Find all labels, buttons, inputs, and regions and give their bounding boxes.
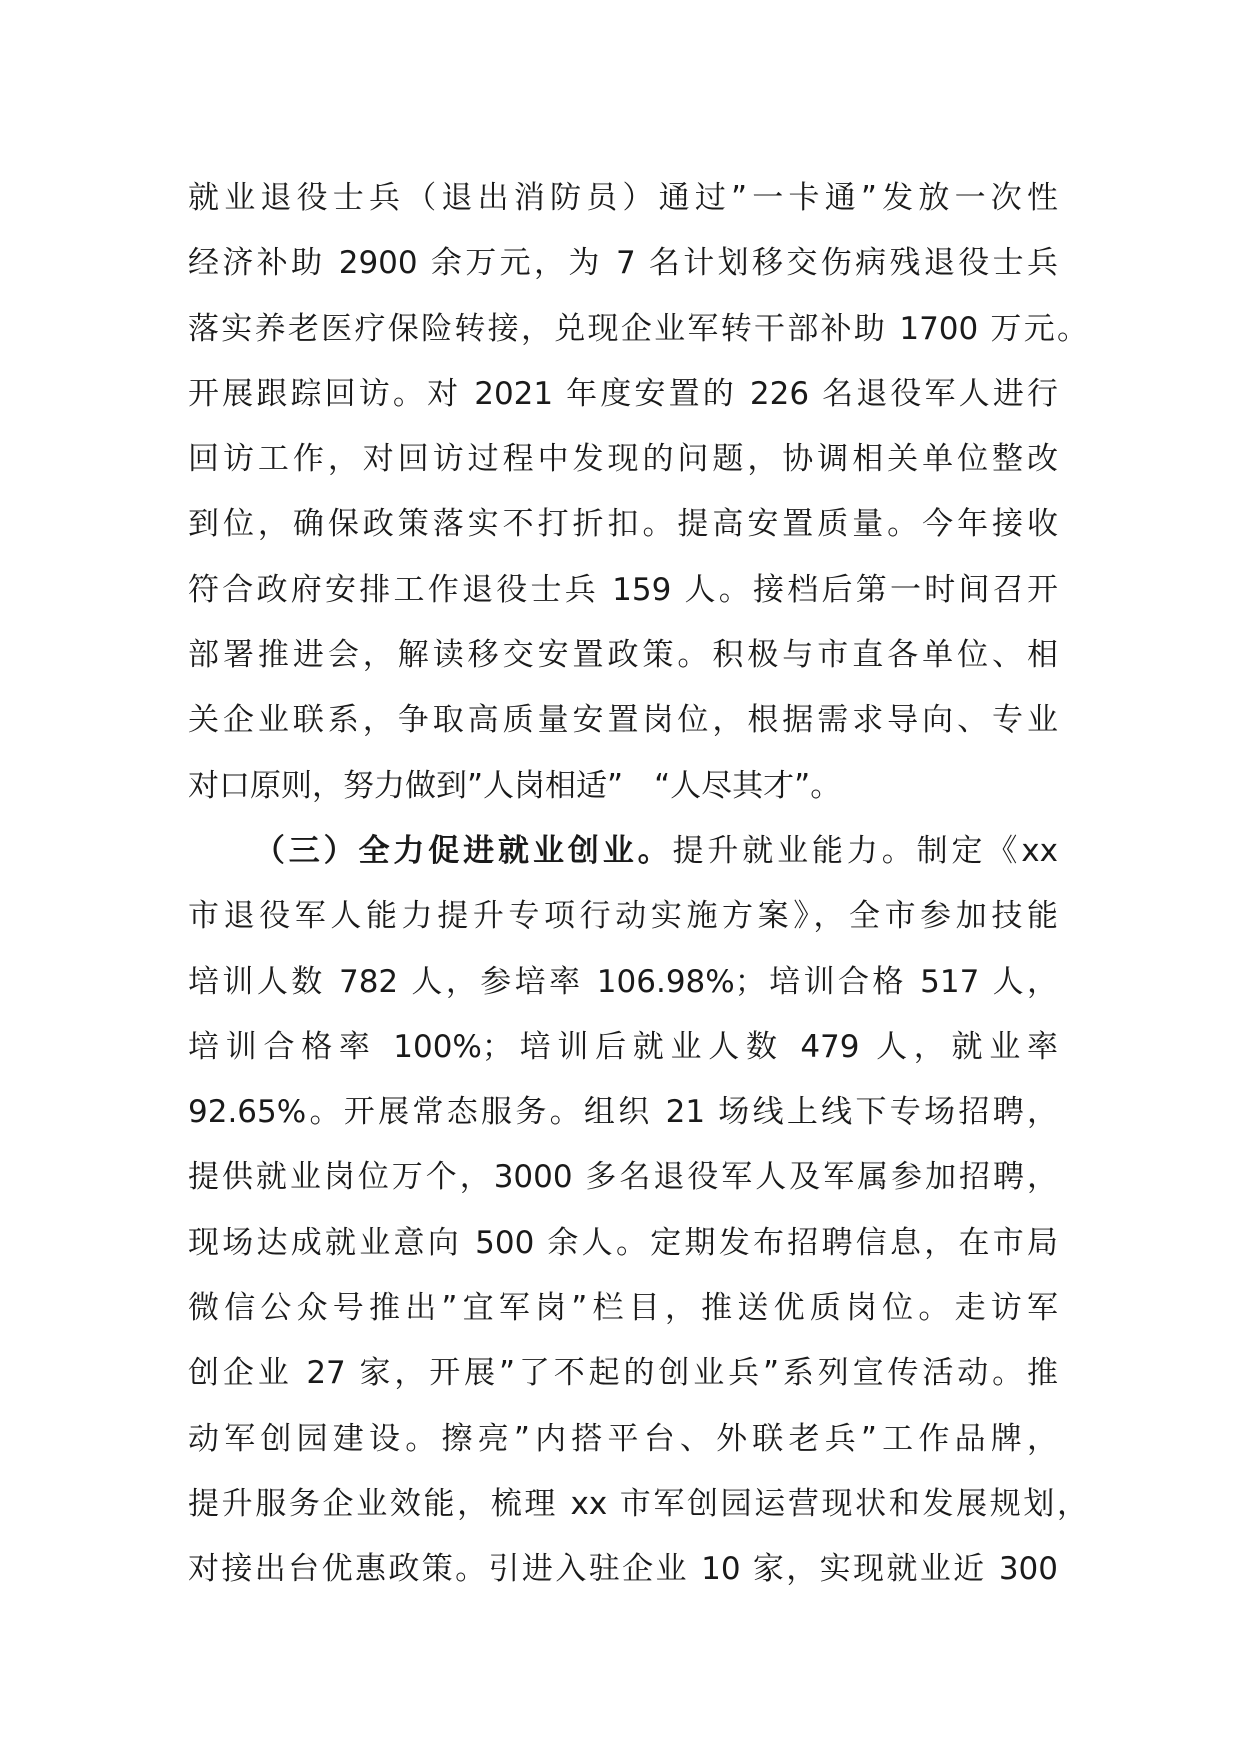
paragraph-line: 回访工作，对回访过程中发现的问题，协调相关单位整改 bbox=[188, 441, 1058, 478]
section-first-line-text: 提升就业能力。制定《xx bbox=[672, 832, 1058, 869]
paragraph-line: 现场达成就业意向 500 余人。定期发布招聘信息，在市局 bbox=[188, 1224, 1058, 1261]
paragraph-line: 到位，确保政策落实不打折扣。提高安置质量。今年接收 bbox=[188, 506, 1058, 543]
paragraph-line: 92.65%。开展常态服务。组织 21 场线上线下专场招聘， bbox=[188, 1094, 1058, 1131]
paragraph-line: 培训人数 782 人，参培率 106.98%；培训合格 517 人， bbox=[188, 963, 1058, 1000]
paragraph-line: 动军创园建设。擦亮”内搭平台、外联老兵”工作品牌， bbox=[188, 1420, 1058, 1457]
paragraph-line: 关企业联系，争取高质量安置岗位，根据需求导向、专业 bbox=[188, 702, 1058, 739]
paragraph-line: 符合政府安排工作退役士兵 159 人。接档后第一时间召开 bbox=[188, 571, 1058, 608]
paragraph-line: 开展跟踪回访。对 2021 年度安置的 226 名退役军人进行 bbox=[188, 375, 1058, 412]
paragraph-line: 提供就业岗位万个，3000 多名退役军人及军属参加招聘， bbox=[188, 1159, 1058, 1196]
paragraph-line: 创企业 27 家，开展”了不起的创业兵”系列宣传活动。推 bbox=[188, 1355, 1058, 1392]
section-first-line bbox=[188, 819, 1058, 884]
paragraph-line: 对接出台优惠政策。引进入驻企业 10 家，实现就业近 300 bbox=[188, 1551, 1058, 1588]
paragraph-line: 经济补助 2900 余万元，为 7 名计划移交伤病残退役士兵 bbox=[188, 245, 1058, 282]
section-heading: （三）全力促进就业创业。 bbox=[250, 832, 673, 869]
paragraph-line: 就业退役士兵（退出消防员）通过”一卡通”发放一次性 bbox=[188, 180, 1058, 216]
paragraph-line: 部署推进会，解读移交安置政策。积极与市直各单位、相 bbox=[188, 637, 1058, 674]
paragraph-line: 提升服务企业效能，梳理 xx 市军创园运营现状和发展规划， bbox=[188, 1485, 1088, 1522]
document-body bbox=[188, 166, 1088, 1603]
paragraph-line: 落实养老医疗保险转接，兑现企业军转干部补助 1700 万元。 bbox=[188, 310, 1088, 347]
paragraph-line: 对口原则，努力做到”人岗相适” “人尽其才”。 bbox=[188, 767, 842, 804]
paragraph-line: 培训合格率 100%；培训后就业人数 479 人，就业率 bbox=[188, 1028, 1058, 1065]
paragraph-line: 微信公众号推出”宜军岗”栏目，推送优质岗位。走访军 bbox=[188, 1290, 1058, 1327]
paragraph-line: 市退役军人能力提升专项行动实施方案》，全市参加技能 bbox=[188, 898, 1058, 935]
